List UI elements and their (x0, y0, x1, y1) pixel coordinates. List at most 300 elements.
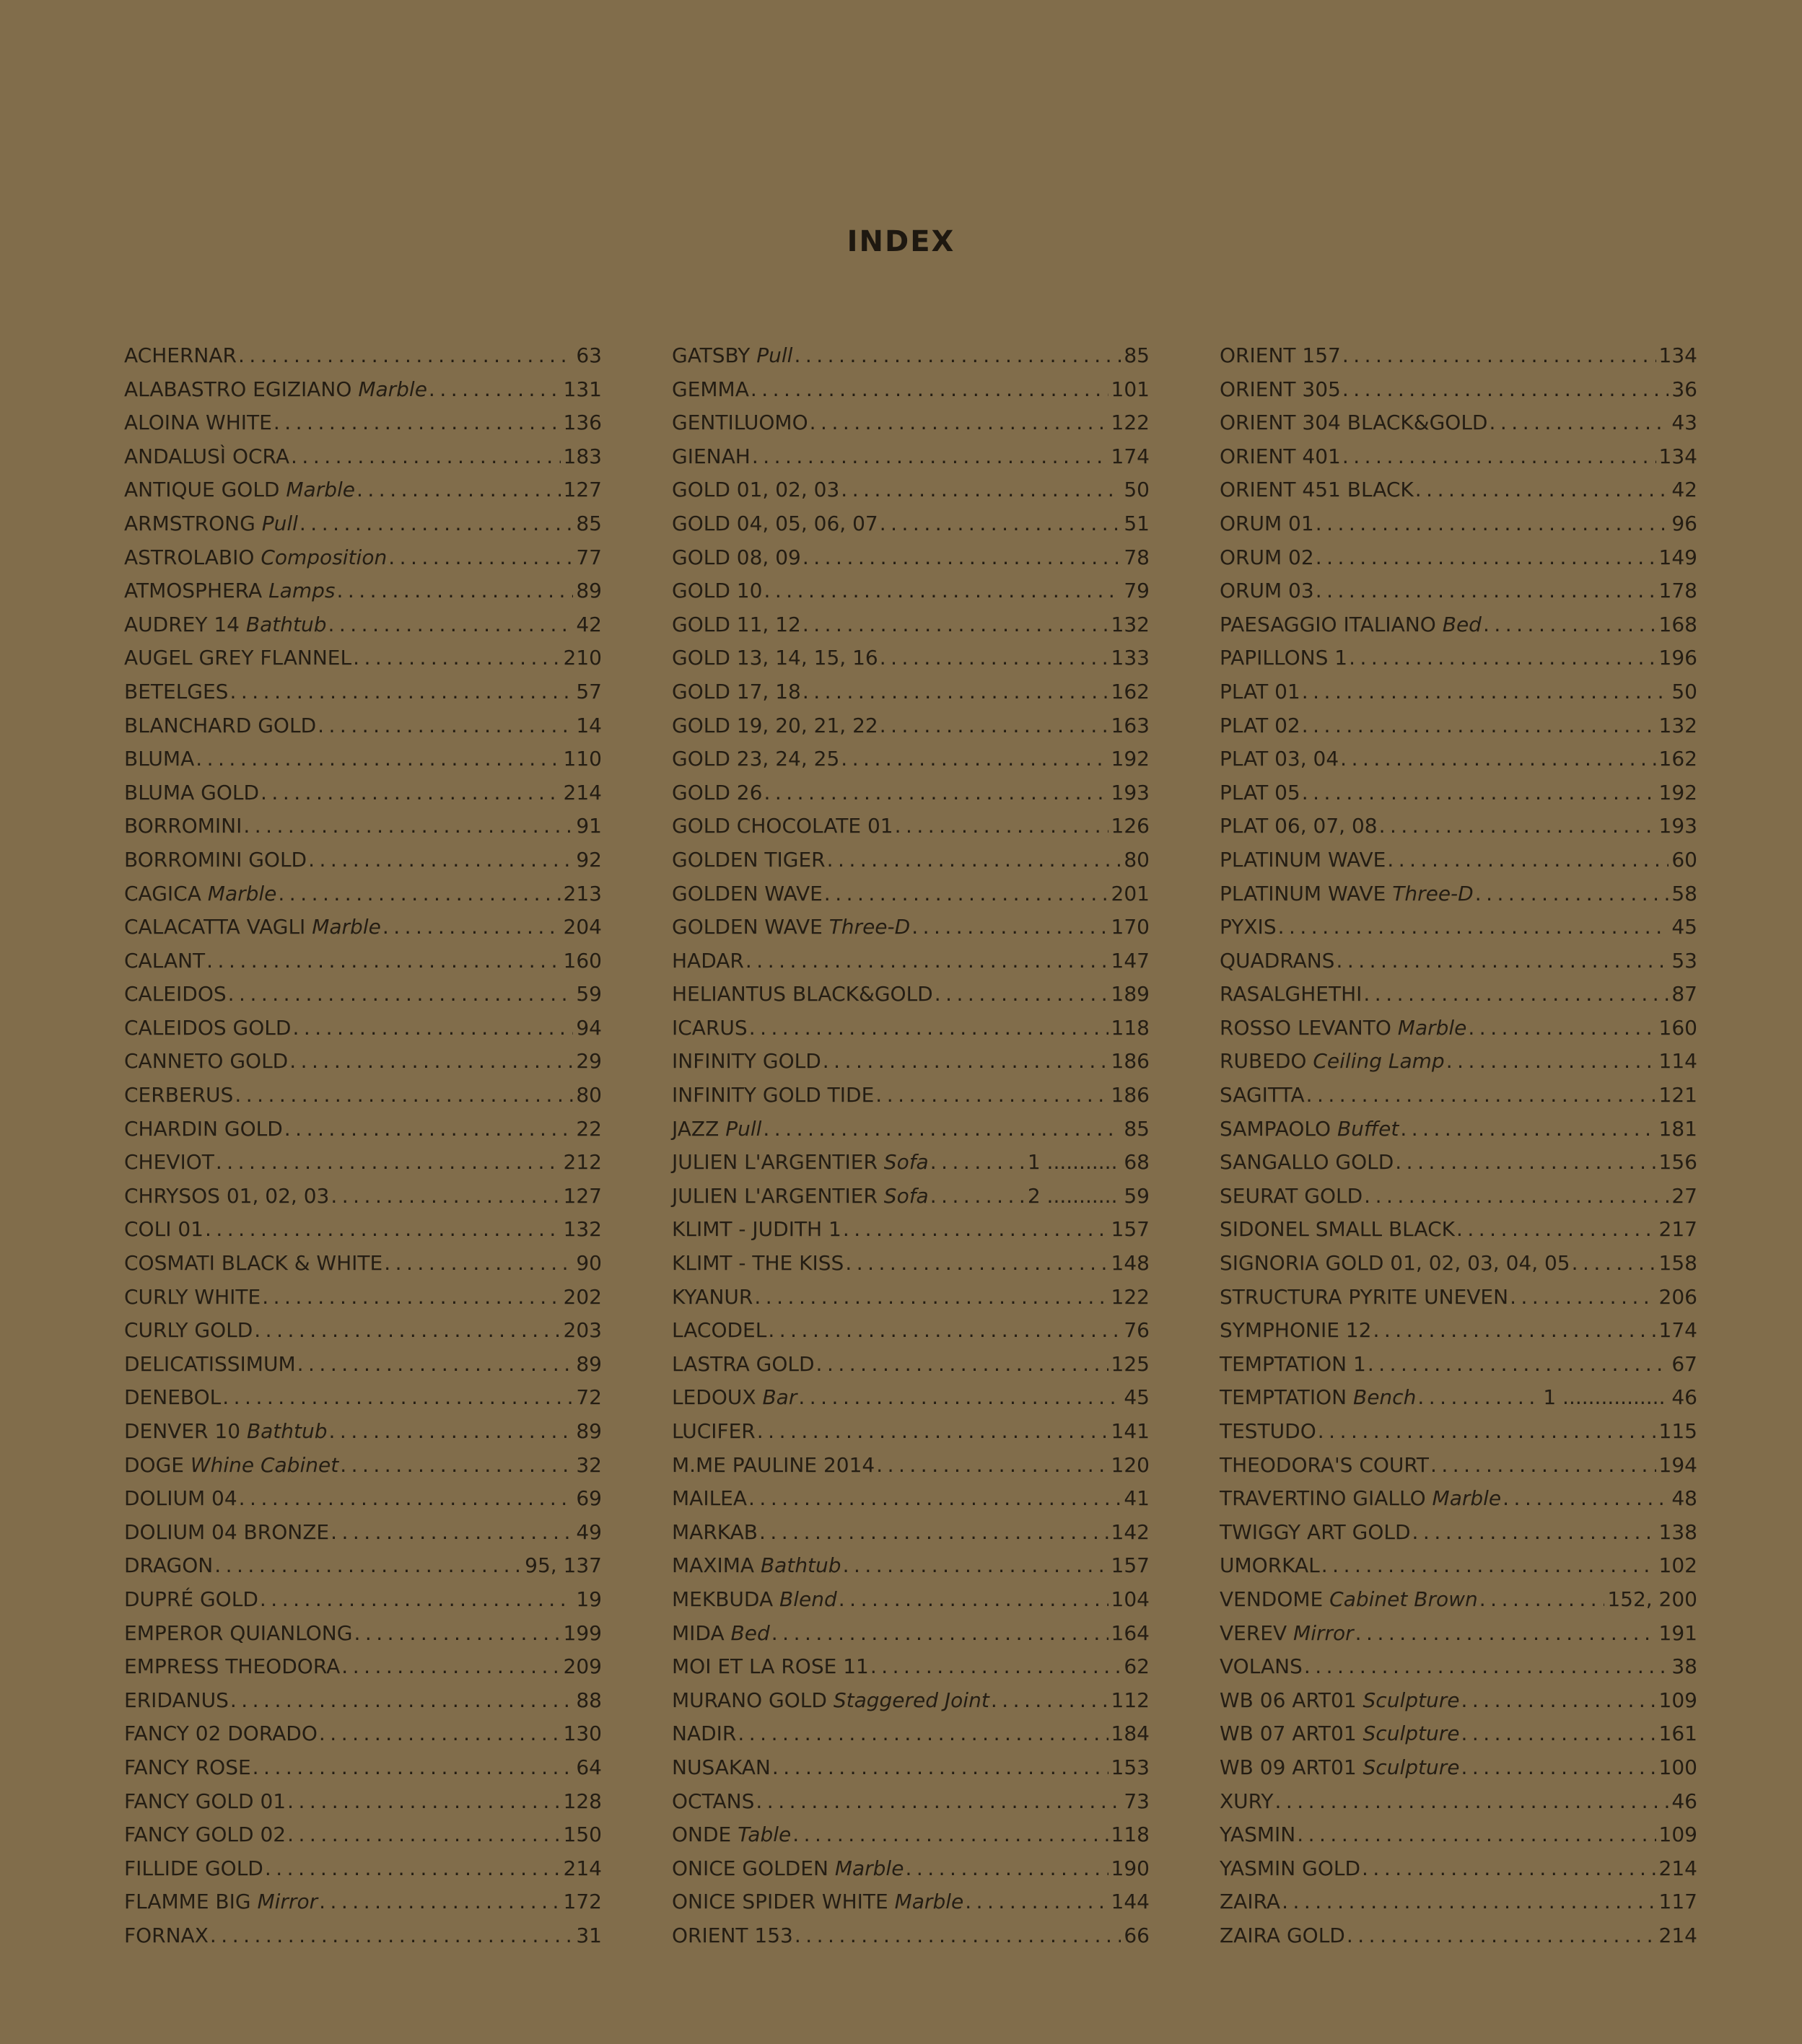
page-number: 66 (1124, 1923, 1150, 1947)
entry-name (124, 810, 242, 843)
page-number: 149 (1658, 545, 1697, 569)
dot-leader (878, 507, 1121, 541)
entry-title: GOLD 13, 14, 15, 16 (672, 646, 878, 670)
entry-subtitle: Marble (894, 1890, 964, 1914)
dot-leader (329, 1180, 560, 1214)
index-entry (1220, 1146, 1697, 1180)
page-number: 130 (563, 1721, 602, 1746)
page-number: 118 (1111, 1015, 1150, 1040)
index-entry (672, 1146, 1150, 1180)
entry-name (124, 1012, 291, 1045)
page-number: 127 (563, 478, 602, 502)
page-number: 138 (1658, 1519, 1697, 1544)
page-number: 48 (1671, 1486, 1697, 1511)
index-entry (124, 1818, 602, 1852)
index-entry (1220, 1180, 1697, 1214)
index-entry (672, 1482, 1150, 1516)
index-entry (124, 1146, 602, 1180)
dot-leader (387, 541, 573, 575)
entry-title: CALEIDOS (124, 982, 227, 1006)
entry-title: MOI ET LA ROSE 11 (672, 1654, 869, 1679)
entry-subtitle: Whine Cabinet (190, 1452, 339, 1477)
dot-leader (1386, 843, 1668, 877)
dot-leader (1360, 1852, 1656, 1886)
entry-title: CALEIDOS GOLD (124, 1015, 292, 1040)
index-entry (1220, 1684, 1697, 1718)
dot-leader (318, 1717, 561, 1751)
entry-subtitle: Marble (358, 377, 427, 401)
entry-name (124, 877, 276, 911)
entry-name (1220, 877, 1474, 911)
entry-name (1220, 1180, 1363, 1214)
index-entry (1220, 1381, 1697, 1415)
index-entry (124, 1381, 602, 1415)
dot-leader (1341, 373, 1669, 407)
index-entry (124, 1180, 602, 1214)
page-number: 115 (1658, 1419, 1697, 1443)
entry-name (124, 1549, 213, 1583)
page-number: 96 (1671, 511, 1697, 535)
index-entry (1220, 1852, 1697, 1886)
index-entry (124, 641, 602, 675)
page-number: 42 (1671, 478, 1697, 502)
index-entry (672, 1381, 1150, 1415)
entry-name (1220, 843, 1386, 877)
entry-title: PAESAGGIO ITALIANO (1220, 612, 1443, 636)
index-entry (124, 1113, 602, 1146)
entry-subtitle: Bar (762, 1385, 797, 1410)
page-number: 112 (1111, 1688, 1150, 1712)
dot-leader (841, 1549, 1108, 1583)
entry-name (672, 1549, 841, 1583)
entry-subtitle: Pull (261, 511, 298, 535)
entry-name (1220, 944, 1334, 978)
index-entry (1220, 1818, 1697, 1852)
entry-name (124, 1650, 340, 1684)
index-entry (672, 742, 1150, 776)
entry-title: ACHERNAR (124, 343, 237, 367)
entry-name (124, 1045, 288, 1079)
entry-name (124, 1785, 286, 1819)
page-number: 57 (576, 679, 602, 703)
entry-subtitle: Sculpture (1363, 1721, 1460, 1746)
entry-name (124, 776, 259, 810)
dot-leader (1273, 1785, 1668, 1819)
dot-leader (1305, 1079, 1656, 1113)
dot-leader (837, 1583, 1108, 1617)
index-entry (124, 1314, 602, 1348)
entry-name (1220, 978, 1362, 1012)
entry-name (1220, 1415, 1316, 1449)
entry-title: PLAT 06, 07, 08 (1220, 814, 1378, 838)
dot-leader (351, 641, 560, 675)
entry-title: AUDREY 14 (124, 612, 246, 636)
entry-title: GOLDEN TIGER (672, 847, 826, 872)
entry-subtitle: Marble (1432, 1486, 1502, 1511)
dot-leader (736, 1717, 1108, 1751)
page-number: 194 (1658, 1452, 1697, 1477)
index-entry (124, 911, 602, 944)
entry-title: UMORKAL (1220, 1553, 1320, 1578)
dot-leader (1314, 574, 1656, 608)
entry-name (124, 1818, 286, 1852)
entry-title: DRAGON (124, 1553, 214, 1578)
entry-name (672, 944, 744, 978)
page-number: 160 (1658, 1015, 1697, 1040)
index-entry (124, 541, 602, 575)
entry-name (1220, 608, 1482, 642)
dot-leader (291, 1012, 573, 1045)
entry-name (124, 978, 227, 1012)
dot-leader (253, 1314, 560, 1348)
entry-name (1220, 1818, 1295, 1852)
entry-subtitle: Sculpture (1363, 1755, 1460, 1779)
dot-leader (869, 1650, 1121, 1684)
entry-title: NADIR (672, 1721, 737, 1746)
dot-leader (1501, 1482, 1668, 1516)
index-entry (672, 776, 1150, 810)
index-entry (1220, 1281, 1697, 1315)
dot-leader (1459, 1751, 1656, 1785)
entry-title: CAGICA (124, 881, 208, 905)
dot-leader (839, 473, 1121, 507)
entry-title: ANTIQUE GOLD (124, 478, 287, 502)
dot-leader (288, 1045, 573, 1079)
page-number: 80 (576, 1083, 602, 1107)
page-number: 59 (576, 982, 602, 1006)
page-number: 72 (576, 1385, 602, 1410)
entry-title: PLAT 01 (1220, 679, 1300, 703)
entry-title: MAILEA (672, 1486, 748, 1511)
dot-leader (335, 574, 573, 608)
dot-leader (1459, 1717, 1656, 1751)
index-entry (124, 1449, 602, 1483)
entry-name (672, 1717, 736, 1751)
dot-leader (1482, 608, 1656, 642)
entry-title: BETELGES (124, 679, 229, 703)
entry-subtitle: Pull (756, 343, 793, 367)
entry-name (1220, 440, 1341, 474)
entry-name (672, 742, 839, 776)
dot-leader (259, 776, 561, 810)
entry-name (672, 641, 878, 675)
dot-leader (381, 911, 561, 944)
dot-leader (801, 675, 1108, 709)
entry-name (1220, 473, 1414, 507)
page-number: 172 (563, 1890, 602, 1914)
entry-name (124, 406, 272, 440)
entry-title: M.ME PAULINE 2014 (672, 1452, 875, 1477)
dot-leader (1508, 1281, 1656, 1315)
page-number: 89 (576, 579, 602, 603)
entry-name (124, 1247, 382, 1281)
page-number: 162 (1658, 747, 1697, 771)
index-entry (672, 507, 1150, 541)
entry-title: GOLD 17, 18 (672, 679, 801, 703)
entry-title: GOLD 01, 02, 03 (672, 478, 840, 502)
entry-title: KLIMT - JUDITH 1 (672, 1217, 841, 1242)
entry-subtitle: Cabinet Brown (1329, 1587, 1478, 1611)
entry-name (672, 1650, 869, 1684)
entry-name (672, 1885, 963, 1919)
entry-title: AUGEL GREY FLANNEL (124, 646, 352, 670)
dot-leader (1316, 1415, 1656, 1449)
entry-name (672, 1314, 766, 1348)
index-entry (1220, 978, 1697, 1012)
page-number: 90 (576, 1251, 602, 1276)
entry-name (1220, 1348, 1366, 1382)
dot-leader (1459, 1684, 1656, 1718)
index-entry (1220, 1348, 1697, 1382)
entry-title: STRUCTURA PYRITE UNEVEN (1220, 1284, 1509, 1309)
entry-title: MURANO GOLD (672, 1688, 834, 1712)
entry-title: OCTANS (672, 1789, 755, 1813)
entry-title: ROSSO LEVANTO (1220, 1015, 1398, 1040)
page-number: 95, 137 (525, 1553, 602, 1578)
entry-name (672, 1617, 770, 1651)
page-number: 206 (1658, 1284, 1697, 1309)
dot-leader (328, 1415, 574, 1449)
entry-title: ONDE (672, 1823, 738, 1847)
entry-name (1220, 1617, 1354, 1651)
page-number: 148 (1111, 1251, 1150, 1276)
page-number: 160 (563, 948, 602, 973)
page-number: 201 (1111, 881, 1150, 905)
index-entry (124, 574, 602, 608)
entry-subtitle: Lamps (268, 579, 336, 603)
dot-leader (893, 810, 1108, 843)
entry-title: WB 06 ART01 (1220, 1688, 1363, 1712)
entry-title: FLAMME BIG (124, 1890, 258, 1914)
dot-leader (910, 911, 1108, 944)
entry-title: GOLD 11, 12 (672, 612, 801, 636)
entry-title: HADAR (672, 948, 744, 973)
page-number: 64 (576, 1755, 602, 1779)
entry-title: DENVER 10 (124, 1419, 247, 1443)
dot-leader (382, 1247, 573, 1281)
page-number: 1 ........... 68 (1027, 1150, 1150, 1175)
index-entry (1220, 1751, 1697, 1785)
index-entry (124, 1549, 602, 1583)
entry-name (1220, 742, 1339, 776)
index-entry (124, 1516, 602, 1550)
entry-title: PYXIS (1220, 915, 1277, 939)
index-entry (1220, 877, 1697, 911)
entry-subtitle: Bathtub (245, 612, 327, 636)
dot-leader (213, 1549, 522, 1583)
entry-name (124, 1919, 209, 1953)
dot-leader (1295, 1818, 1656, 1852)
entry-name (124, 574, 335, 608)
index-entry (672, 1919, 1150, 1953)
entry-title: DOGE (124, 1452, 191, 1477)
page-number: 152, 200 (1607, 1587, 1697, 1611)
index-entry (672, 1684, 1150, 1718)
dot-leader (316, 709, 573, 743)
dot-leader (263, 1852, 561, 1886)
entry-title: FORNAX (124, 1923, 209, 1947)
index-entry (124, 1348, 602, 1382)
entry-name (1220, 1381, 1416, 1415)
page-number: 58 (1671, 881, 1697, 905)
entry-title: SANGALLO GOLD (1220, 1150, 1394, 1175)
dot-leader (1488, 406, 1669, 440)
entry-subtitle: Sofa (883, 1150, 929, 1175)
entry-subtitle: Blend (779, 1587, 837, 1611)
dot-leader (1366, 1348, 1669, 1382)
index-entry (672, 1549, 1150, 1583)
index-entry (1220, 1213, 1697, 1247)
page-number: 144 (1111, 1890, 1150, 1914)
entry-name (1220, 339, 1341, 373)
entry-subtitle: Marble (312, 915, 381, 939)
page-number: 210 (563, 646, 602, 670)
page-number: 132 (1111, 612, 1150, 636)
entry-name (672, 507, 878, 541)
index-entry (1220, 675, 1697, 709)
index-entry (1220, 440, 1697, 474)
entry-name (124, 843, 307, 877)
entry-name (124, 1281, 261, 1315)
index-entry (124, 1012, 602, 1045)
page-number: 1 ................ 46 (1543, 1385, 1697, 1410)
dot-leader (318, 1885, 560, 1919)
page-number: 132 (1658, 713, 1697, 737)
entry-title: SAGITTA (1220, 1083, 1305, 1107)
entry-name (672, 911, 910, 944)
dot-leader (989, 1684, 1108, 1718)
entry-subtitle: Bathtub (760, 1553, 841, 1578)
dot-leader (1341, 440, 1656, 474)
entry-title: TESTUDO (1220, 1419, 1316, 1443)
page-number: 121 (1658, 1083, 1697, 1107)
page-number: 181 (1658, 1116, 1697, 1141)
entry-name (124, 440, 289, 474)
dot-leader (929, 1180, 1025, 1214)
dot-leader (194, 742, 560, 776)
page-number: 117 (1658, 1890, 1697, 1914)
index-entry (124, 1617, 602, 1651)
page-number: 122 (1111, 411, 1150, 435)
page-number: 186 (1111, 1049, 1150, 1074)
page-number: 190 (1111, 1856, 1150, 1880)
entry-name (672, 1247, 844, 1281)
entry-title: GOLD 19, 20, 21, 22 (672, 713, 878, 737)
entry-title: ASTROLABIO (124, 545, 261, 569)
entry-name (124, 742, 194, 776)
index-entry (1220, 373, 1697, 407)
entry-name (1220, 810, 1378, 843)
entry-title: KLIMT - THE KISS (672, 1251, 844, 1276)
dot-leader (329, 1516, 573, 1550)
dot-leader (815, 1348, 1108, 1382)
dot-leader (878, 709, 1108, 743)
dot-leader (283, 1113, 574, 1146)
dot-leader (754, 1785, 1121, 1819)
dot-leader (1416, 1381, 1540, 1415)
page-number: 131 (563, 377, 602, 401)
entry-name (672, 1381, 797, 1415)
entry-title: DENEBOL (124, 1385, 222, 1410)
page-number: 192 (1658, 780, 1697, 804)
index-column-1 (124, 339, 602, 1953)
entry-name (1220, 1650, 1303, 1684)
index-entry (124, 1281, 602, 1315)
page-number: 114 (1658, 1049, 1697, 1074)
index-entry (1220, 1885, 1697, 1919)
entry-title: MARKAB (672, 1519, 758, 1544)
entry-subtitle: Mirror (257, 1890, 318, 1914)
index-entry (124, 1079, 602, 1113)
dot-leader (839, 742, 1108, 776)
page-number: 174 (1658, 1318, 1697, 1343)
index-entry (672, 574, 1150, 608)
dot-leader (1300, 776, 1656, 810)
entry-title: CERBERUS (124, 1083, 234, 1107)
index-entry (124, 1852, 602, 1886)
page-number: 162 (1111, 679, 1150, 703)
index-entry (1220, 1415, 1697, 1449)
entry-name (1220, 1113, 1399, 1146)
entry-title: GOLD 10 (672, 579, 763, 603)
entry-title: CHRYSOS 01, 02, 03 (124, 1183, 330, 1208)
page-number: 77 (576, 545, 602, 569)
page-number: 85 (1124, 1116, 1150, 1141)
page-number: 212 (563, 1150, 602, 1175)
index-entry (672, 810, 1150, 843)
dot-leader (762, 574, 1121, 608)
entry-name (672, 1348, 815, 1382)
entry-title: ZAIRA (1220, 1890, 1281, 1914)
index-entry (1220, 1482, 1697, 1516)
page-number: 104 (1111, 1587, 1150, 1611)
index-entry (1220, 473, 1697, 507)
page-number: 45 (1124, 1385, 1150, 1410)
entry-name (1220, 1516, 1411, 1550)
entry-title: DOLIUM 04 BRONZE (124, 1519, 330, 1544)
page-number: 63 (576, 343, 602, 367)
entry-title: PLATINUM WAVE (1220, 881, 1393, 905)
index-entry (124, 1751, 602, 1785)
entry-title: TEMPTATION 1 (1220, 1351, 1366, 1376)
entry-title: GOLDEN WAVE (672, 915, 829, 939)
dot-leader (963, 1885, 1108, 1919)
entry-title: KYANUR (672, 1284, 753, 1309)
entry-name (124, 1213, 204, 1247)
entry-title: GEMMA (672, 377, 749, 401)
index-entry (672, 944, 1150, 978)
index-entry (1220, 1516, 1697, 1550)
entry-title: RUBEDO (1220, 1049, 1313, 1074)
index-entry (1220, 339, 1697, 373)
entry-title: PLATINUM WAVE (1220, 847, 1386, 872)
entry-title: FANCY 02 DORADO (124, 1721, 318, 1746)
dot-leader (1347, 641, 1656, 675)
index-entry (124, 877, 602, 911)
page-number: 85 (1124, 343, 1150, 367)
entry-name (124, 1079, 233, 1113)
entry-name (1220, 776, 1300, 810)
entry-title: CALACATTA VAGLI (124, 915, 312, 939)
page-number: 163 (1111, 713, 1150, 737)
page-number: 22 (576, 1116, 602, 1141)
dot-leader (1570, 1247, 1656, 1281)
dot-leader (340, 1650, 560, 1684)
dot-leader (1339, 742, 1656, 776)
page-number: 126 (1111, 814, 1150, 838)
entry-title: WB 09 ART01 (1220, 1755, 1363, 1779)
dot-leader (761, 1113, 1121, 1146)
